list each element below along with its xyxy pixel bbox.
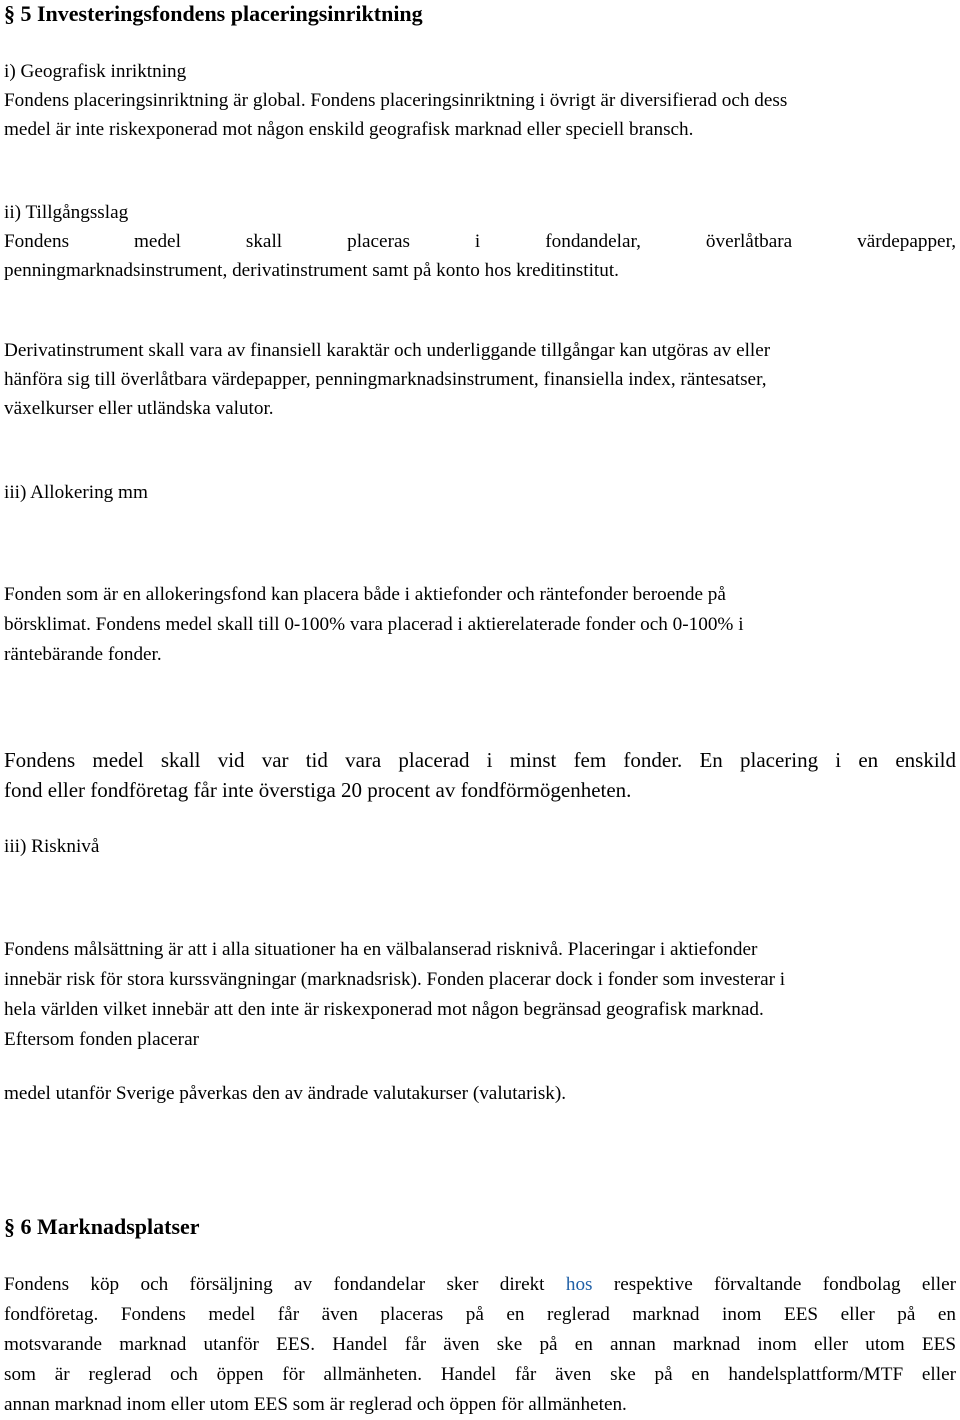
risk-level-title: iii) Risknivå [4,836,100,857]
risk-level-text-line-1: Fondens målsättning är att i alla situationer ha en välbalanserad risknivå. Placeringar i aktiefonder [4,939,758,960]
market-places-text-line-5: annan marknad inom eller utom EES som är reglerad och öppen för allmänheten. [4,1394,627,1415]
risk-level-text-line-4: Eftersom fonden placerar [4,1029,199,1050]
allocation-text-line-1: Fonden som är en allokeringsfond kan placera både i aktiefonder och räntefonder beroende på [4,584,726,605]
risk-level-text-line-2: innebär risk för stora kurssvängningar (marknadsrisk). Fonden placerar dock i fonder som investerar i [4,969,786,990]
market-places-text-line-2: fondföretag. Fondens medel får även placeras på en reglerad marknad inom EES eller på en [4,1304,956,1325]
asset-classes-text-line-1: Fondens medel skall placeras i fondandelar, överlåtbara värdepapper, [4,231,956,252]
currency-risk-line: medel utanför Sverige påverkas den av ändrade valutakurser (valutarisk). [4,1083,567,1104]
market-places-text-line-3: motsvarande marknad utanför EES. Handel får även ske på en annan marknad inom eller utom EES [4,1334,956,1355]
risk-level-text-line-3: hela världen vilket innebär att den inte är riskexponerad mot någon begränsad geografisk marknad. [4,999,764,1020]
hos-highlight: hos [565,1274,593,1295]
geographic-orientation-text-line-1: Fondens placeringsinriktning är global. Fondens placeringsinriktning i övrigt är diversifierad och dess [4,90,788,111]
minimum-funds-paragraph [4,745,956,805]
market-places-paragraph [4,1270,956,1420]
derivatives-text-line-2: hänföra sig till överlåtbara värdepapper, penningmarknadsinstrument, finansiella index, räntesatser, [4,369,767,390]
market-places-text-line-1-start: Fondens köp och försäljning av fondandelar sker direkt [4,1274,566,1295]
market-places-text-line-1-end: respektive förvaltande fondbolag eller [592,1274,956,1295]
asset-classes-block [4,198,956,285]
allocation-paragraph [4,580,956,670]
section-6-heading: § 6 Marknadsplatser [4,1214,200,1239]
derivatives-text-line-3: växelkurser eller utländska valutor. [4,398,274,419]
geographic-orientation-block [4,57,956,144]
allocation-title: iii) Allokering mm [4,482,148,503]
asset-classes-text-line-2: penningmarknadsinstrument, derivatinstrument samt på konto hos kreditinstitut. [4,260,619,281]
geographic-orientation-text-line-2: medel är inte riskexponerad mot någon enskild geografisk marknad eller speciell bransch. [4,119,694,140]
derivatives-text-line-1: Derivatinstrument skall vara av finansiell karaktär och underliggande tillgångar kan utgöras av eller [4,340,771,361]
risk-level-paragraph [4,935,956,1055]
allocation-text-line-3: räntebärande fonder. [4,644,162,665]
market-places-text-line-4: som är reglerad och öppen för allmänheten. Handel får även ske på en handelsplattform/MTF eller [4,1364,956,1385]
asset-classes-title: ii) Tillgångsslag [4,202,129,223]
allocation-text-line-2: börsklimat. Fondens medel skall till 0-100% vara placerad i aktierelaterade fonder och 0-100% i [4,614,744,635]
minimum-funds-text-line-1: Fondens medel skall vid var tid vara placerad i minst fem fonder. En placering i en enskild [4,748,956,772]
market-places-text-line-1 [4,1270,956,1300]
section-5-heading: § 5 Investeringsfondens placeringsinriktning [4,1,423,26]
derivatives-paragraph [4,336,956,423]
minimum-funds-text-line-2: fond eller fondföretag får inte överstiga 20 procent av fondförmögenheten. [4,778,632,802]
geographic-orientation-title: i) Geografisk inriktning [4,61,187,82]
